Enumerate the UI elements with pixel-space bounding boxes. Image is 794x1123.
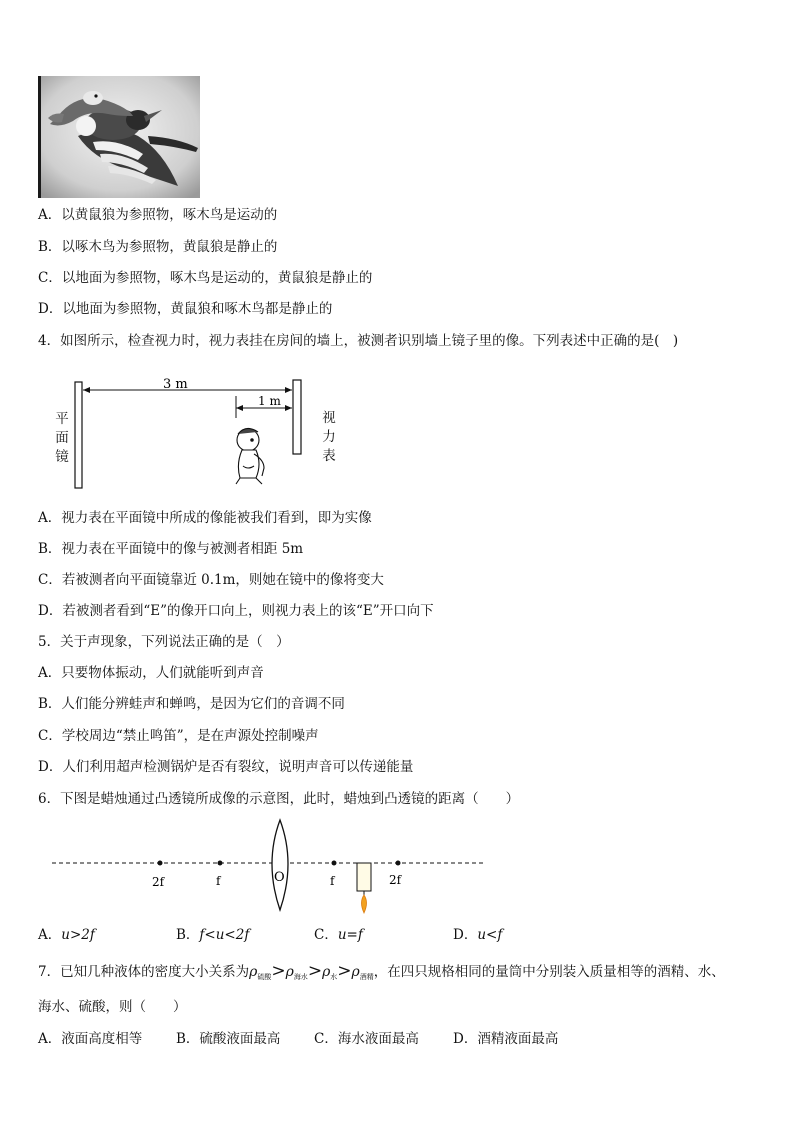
eye-test-diagram [50,370,350,490]
q4-option-a[interactable]: A．视力表在平面镜中所成的像能被我们看到，即为实像 [38,510,372,526]
label-f-right: f [330,874,335,888]
q5-option-a[interactable]: A．只要物体振动，人们就能听到声音 [38,665,264,681]
child-figure [236,428,264,484]
q5-stem: 5．关于声现象，下列说法正确的是（ ） [38,634,290,650]
label-2f-left: 2f [152,875,165,889]
q7-stem-line1: 7．已知几种液体的密度大小关系为$\rho_{硫酸}>\rho_{海水}>\rho_水>\rho_{酒精}$，在四只规格相同的量筒中分别装入质量相等的酒精、水、 [38,961,725,981]
q3-option-a[interactable]: A．以黄鼠狼为参照物，啄木鸟是运动的 [38,207,278,223]
q5-option-b[interactable]: B．人们能分辨蛙声和蝉鸣，是因为它们的音调不同 [38,696,345,712]
q4-stem: 4．如图所示，检查视力时，视力表挂在房间的墙上，被测者识别墙上镜子里的像。下列表述中正确的是( ) [38,333,679,349]
q5-option-c[interactable]: C．学校周边“禁止鸣笛”，是在声源处控制噪声 [38,728,319,744]
q7-option-b[interactable]: B．硫酸液面最高 [176,1031,281,1047]
q4-option-d[interactable]: D．若被测者看到“E”的像开口向上，则视力表上的该“E”开口向下 [38,603,434,619]
q7-option-d[interactable]: D．酒精液面最高 [453,1031,559,1047]
q6-option-d[interactable]: D．u<f [453,927,503,943]
woodpecker-weasel-photo [38,76,200,198]
label-f-left: f [216,874,221,888]
q6-option-a[interactable]: A．u>2f [38,927,95,943]
q4-option-c[interactable]: C．若被测者向平面镜靠近 0.1m，则她在镜中的像将变大 [38,572,384,588]
convex-lens-diagram [48,818,488,918]
q3-option-d[interactable]: D．以地面为参照物，黄鼠狼和啄木鸟都是静止的 [38,301,333,317]
q5-option-d[interactable]: D．人们利用超声检测锅炉是否有裂纹，说明声音可以传递能量 [38,759,414,775]
q7-option-a[interactable]: A．液面高度相等 [38,1031,143,1047]
q3-option-c[interactable]: C．以地面为参照物，啄木鸟是运动的，黄鼠狼是静止的 [38,270,373,286]
q4-option-b[interactable]: B．视力表在平面镜中的像与被测者相距 5m [38,541,304,557]
label-2f-right: 2f [389,873,402,887]
distance-3m-label: 3 m [163,377,188,392]
q6-option-c[interactable]: C．u=f [314,927,363,943]
distance-1m-label: 1 m [258,394,281,408]
q3-option-b[interactable]: B．以啄木鸟为参照物，黄鼠狼是静止的 [38,239,278,255]
mirror-label: 平 面 镜 [55,411,69,465]
candle-icon [357,863,371,913]
eye-chart-label: 视 力 表 [322,410,336,464]
q6-stem: 6．下图是蜡烛通过凸透镜所成像的示意图，此时，蜡烛到凸透镜的距离（ ） [38,791,520,807]
q7-stem-line2: 海水、硫酸，则（ ） [38,999,187,1015]
q7-option-c[interactable]: C．海水液面最高 [314,1031,419,1047]
label-optical-center: O [274,870,285,885]
q6-option-b[interactable]: B．f<u<2f [176,927,250,943]
